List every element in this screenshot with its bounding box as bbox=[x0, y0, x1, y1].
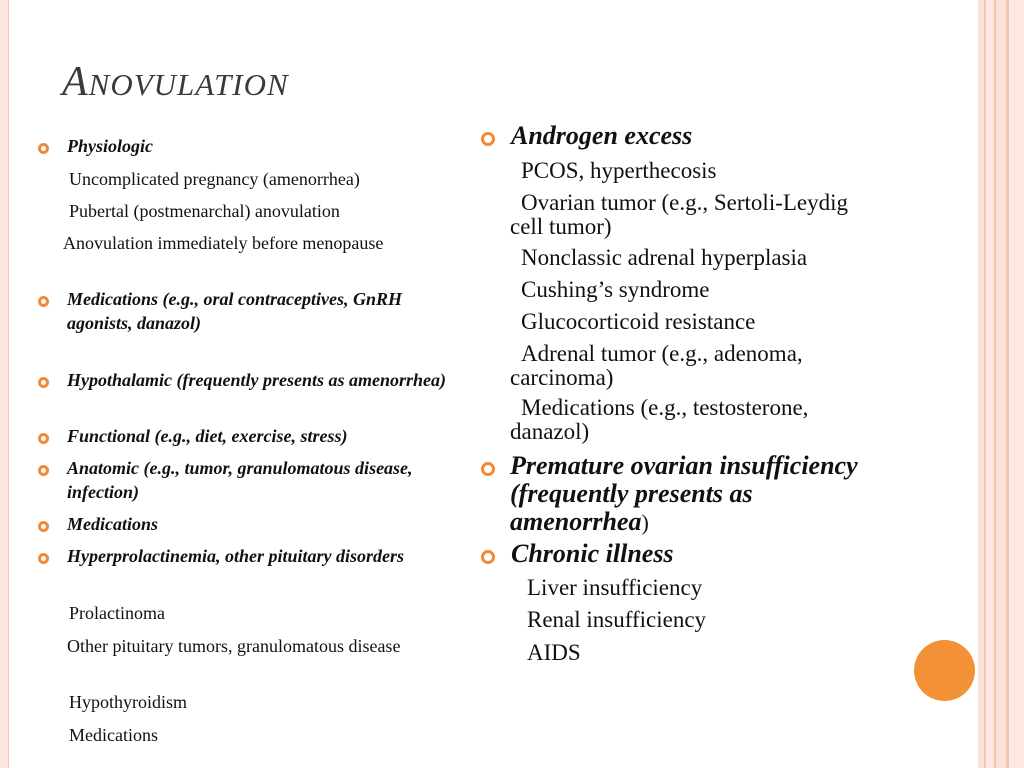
left-frame-border bbox=[0, 0, 9, 768]
bullet-icon bbox=[38, 553, 49, 564]
list-item: Prolactinoma bbox=[69, 603, 165, 623]
bullet-icon bbox=[38, 433, 49, 444]
bullet-icon bbox=[38, 296, 49, 307]
list-item: Medications bbox=[38, 512, 458, 536]
list-item: Androgen excess bbox=[481, 122, 881, 150]
list-item: Hypothyroidism bbox=[69, 692, 188, 712]
bullet-icon bbox=[481, 462, 495, 476]
list-item: Renal insufficiency bbox=[527, 607, 707, 632]
list-item: Physiologic bbox=[38, 134, 458, 158]
bullet-icon bbox=[38, 521, 49, 532]
list-item: Anatomic (e.g., tumor, granulomatous disease, infection) bbox=[38, 456, 458, 504]
list-item: Liver insufficiency bbox=[527, 575, 703, 600]
list-item: Ovarian tumor (e.g., Sertoli-Leydig cell tumor) bbox=[510, 190, 849, 239]
list-item: Anovulation immediately before menopause bbox=[63, 233, 384, 253]
list-item: Medications (e.g., testosterone, danazol) bbox=[510, 395, 809, 444]
list-item: Cushing’s syndrome bbox=[521, 277, 710, 302]
slide-title: ANOVULATION bbox=[62, 59, 289, 105]
list-item: Pubertal (postmenarchal) anovulation bbox=[69, 201, 340, 221]
list-item: Premature ovarian insufficiency (frequently presents as amenorrhea) bbox=[481, 452, 881, 537]
bullet-icon bbox=[481, 132, 495, 146]
bullet-icon bbox=[481, 550, 495, 564]
list-item: Chronic illness bbox=[481, 540, 881, 568]
list-item: Uncomplicated pregnancy (amenorrhea) bbox=[69, 169, 360, 189]
list-item: Adrenal tumor (e.g., adenoma, carcinoma) bbox=[510, 341, 803, 390]
list-item: Nonclassic adrenal hyperplasia bbox=[521, 245, 808, 270]
list-item: Glucocorticoid resistance bbox=[521, 309, 756, 334]
list-item: Medications (e.g., oral contraceptives, GnRH agonists, danazol) bbox=[38, 287, 458, 335]
list-item: Hypothalamic (frequently presents as amenorrhea) bbox=[38, 368, 458, 392]
bullet-icon bbox=[38, 465, 49, 476]
right-decorative-stripes bbox=[978, 0, 1024, 768]
bullet-icon bbox=[38, 377, 49, 388]
list-item: Functional (e.g., diet, exercise, stress) bbox=[38, 424, 458, 448]
list-item: AIDS bbox=[527, 640, 581, 665]
list-item: Medications bbox=[69, 725, 158, 745]
bullet-icon bbox=[38, 143, 49, 154]
list-item: Hyperprolactinemia, other pituitary disorders bbox=[38, 544, 458, 568]
decorative-orange-circle bbox=[914, 640, 975, 701]
list-item: Other pituitary tumors, granulomatous disease bbox=[67, 636, 401, 656]
list-item: PCOS, hyperthecosis bbox=[521, 158, 717, 183]
